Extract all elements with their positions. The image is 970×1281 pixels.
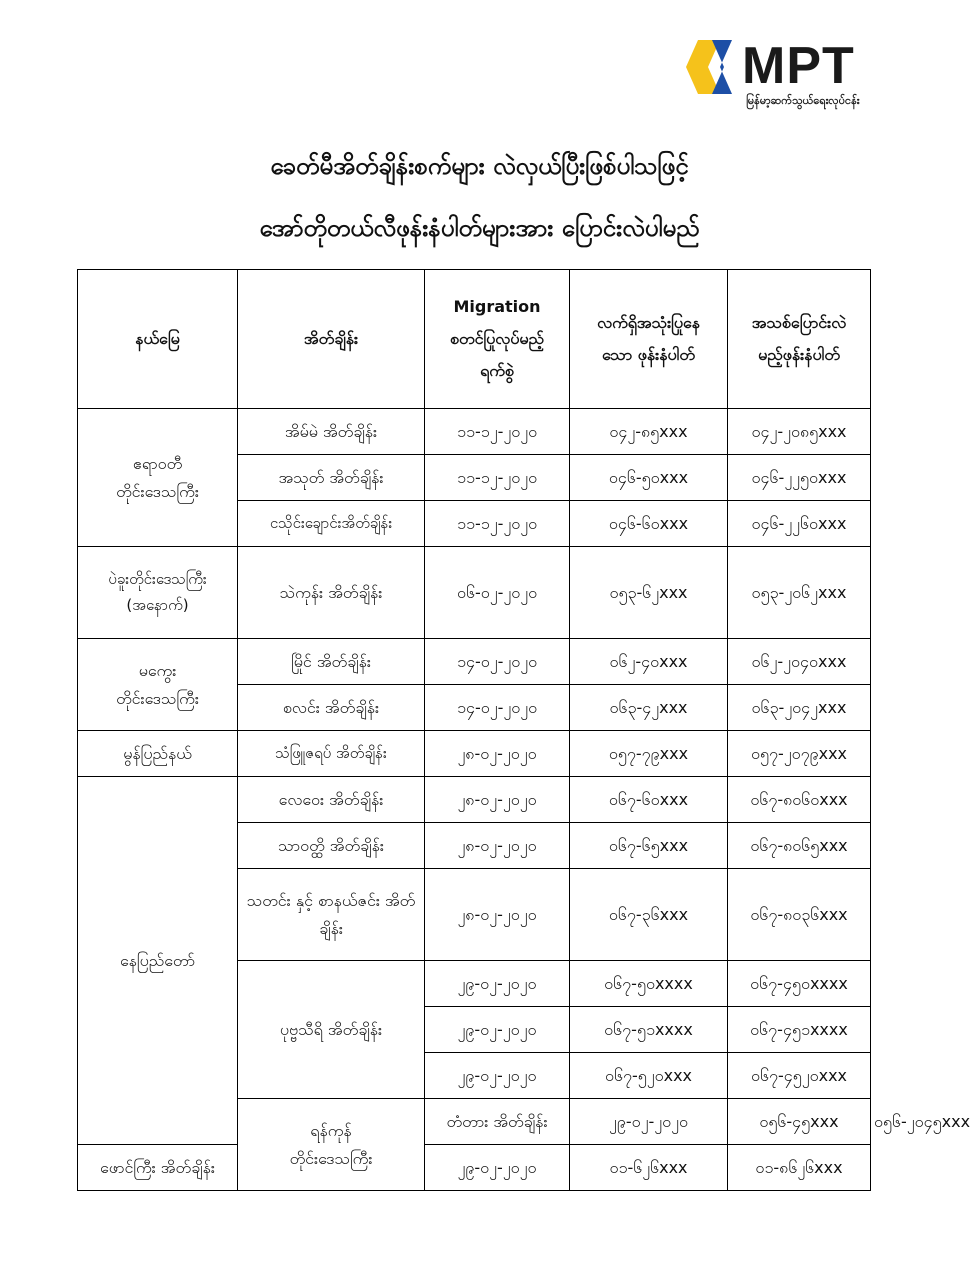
new-number-cell: ၀၆၇-၈၀၆၀xxx xyxy=(728,777,871,823)
region-cell: မွန်ပြည်နယ် xyxy=(78,731,238,777)
exchange-cell: ငသိုင်းချောင်းအိတ်ချိန်း xyxy=(238,501,425,547)
current-number-cell: ၀၄၆-၆၀xxx xyxy=(570,501,728,547)
number-change-table xyxy=(77,269,970,1191)
date-cell: ၁၁-၁၂-၂၀၂၀ xyxy=(425,409,570,455)
exchange-cell: သဲကုန်း အိတ်ချိန်း xyxy=(238,547,425,639)
page-title-line1: ခေတ်မီအိတ်ချိန်းစက်များ လဲလှယ်ပြီးဖြစ်ပါသဖြင့် xyxy=(270,152,689,180)
table-row xyxy=(78,409,871,455)
table-row: ရန်ကုန် တိုင်းဒေသကြီး တံတား အိတ်ချိန်း ၂၉-၀၂-၂၀၂၀ ၀၅၆-၄၅xxx ၀၅၆-၂၀၄၅xxx xyxy=(78,1099,871,1145)
exchange-cell: ဖောင်ကြီး အိတ်ချိန်း xyxy=(78,1145,238,1191)
date-cell: ၂၉-၀၂-၂၀၂၀ xyxy=(425,1053,570,1099)
current-number-cell: ၀၄၂-၈၅xxx xyxy=(570,409,728,455)
date-cell: ၂၉-၀၂-၂၀၂၀ xyxy=(425,961,570,1007)
new-number-cell: ၀၁-၈၆၂၆xxx xyxy=(728,1145,871,1191)
date-cell: ၂၈-၀၂-၂၀၂၀ xyxy=(425,731,570,777)
exchange-cell: သတင်း နှင့် စာနယ်ဇင်း အိတ်ချိန်း xyxy=(238,869,425,961)
current-number-cell: ၀၄၆-၅၀xxx xyxy=(570,455,728,501)
logo-tagline: မြန်မာ့ဆက်သွယ်ရေးလုပ်ငန်း xyxy=(746,94,860,107)
current-number-cell: ၀၅၇-၇၉xxx xyxy=(570,731,728,777)
new-number-cell: ၀၆၇-၈၀၃၆xxx xyxy=(728,869,871,961)
page-title-line2: အော်တိုတယ်လီဖုန်းနံပါတ်များအား ပြောင်းလဲပါမည် xyxy=(259,214,700,242)
exchange-cell: မြိုင် အိတ်ချိန်း xyxy=(238,639,425,685)
new-number-cell: ၀၅၇-၂၀၇၉xxx xyxy=(728,731,871,777)
mpt-logo-mark-icon xyxy=(690,38,742,96)
current-number-cell: ၀၆၂-၄၀xxx xyxy=(570,639,728,685)
date-cell: ၁၄-၀၂-၂၀၂၀ xyxy=(425,639,570,685)
header-migration-date: Migration စတင်ပြုလုပ်မည့် ရက်စွဲ xyxy=(425,270,570,409)
new-number-cell: ၀၆၇-၄၅၁xxxx xyxy=(728,1007,871,1053)
date-cell: ၂၈-၀၂-၂၀၂၀ xyxy=(425,823,570,869)
date-cell: ၂၉-၀၂-၂၀၂၀ xyxy=(425,1145,570,1191)
header-current-number: လက်ရှိအသုံးပြုနေ သော ဖုန်းနံပါတ် xyxy=(570,270,728,409)
current-number-cell: ၀၆၇-၆၀xxx xyxy=(570,777,728,823)
date-cell: ၁၁-၁၂-၂၀၂၀ xyxy=(425,455,570,501)
current-number-cell: ၀၁-၆၂၆xxx xyxy=(570,1145,728,1191)
exchange-cell: တံတား အိတ်ချိန်း xyxy=(425,1099,570,1145)
mpt-logo xyxy=(690,36,880,116)
new-number-cell: ၀၄၆-၂၂၆၀xxx xyxy=(728,501,871,547)
date-cell: ၂၉-၀၂-၂၀၂၀ xyxy=(425,1007,570,1053)
date-cell: ၁၁-၁၂-၂၀၂၀ xyxy=(425,501,570,547)
exchange-cell: အိမ်မဲ အိတ်ချိန်း xyxy=(238,409,425,455)
table-row xyxy=(78,639,871,685)
region-cell: နေပြည်တော် xyxy=(78,777,238,1145)
table-header-row xyxy=(78,270,871,409)
date-cell: ၂၈-၀၂-၂၀၂၀ xyxy=(425,869,570,961)
new-number-cell: ၀၆၇-၄၅၂၀xxx xyxy=(728,1053,871,1099)
header-new-number: အသစ်ပြောင်းလဲ မည့်ဖုန်းနံပါတ် xyxy=(728,270,871,409)
date-cell: ၂၉-၀၂-၂၀၂၀ xyxy=(570,1099,728,1145)
exchange-cell: အသုတ် အိတ်ချိန်း xyxy=(238,455,425,501)
current-number-cell: ၀၆၇-၅၁xxxx xyxy=(570,1007,728,1053)
current-number-cell: ၀၆၃-၄၂xxx xyxy=(570,685,728,731)
region-cell: မကွေး တိုင်းဒေသကြီး xyxy=(78,639,238,731)
new-number-cell: ၀၄၆-၂၂၅၀xxx xyxy=(728,455,871,501)
new-number-cell: ၀၄၂-၂၀၈၅xxx xyxy=(728,409,871,455)
new-number-cell: ၀၅၃-၂၀၆၂xxx xyxy=(728,547,871,639)
exchange-cell: စလင်း အိတ်ချိန်း xyxy=(238,685,425,731)
region-cell: ရန်ကုန် တိုင်းဒေသကြီး xyxy=(238,1099,425,1191)
table-row xyxy=(78,1145,871,1191)
new-number-cell: ၀၆၇-၈၀၆၅xxx xyxy=(728,823,871,869)
current-number-cell: ၀၅၆-၄၅xxx xyxy=(728,1099,871,1145)
exchange-cell: ပုဗ္ဗသီရိ အိတ်ချိန်း xyxy=(238,961,425,1099)
table-row xyxy=(78,731,871,777)
new-number-cell: ၀၆၂-၂၀၄၀xxx xyxy=(728,639,871,685)
exchange-cell: သာဝတ္ထိ အိတ်ချိန်း xyxy=(238,823,425,869)
logo-name: MPT xyxy=(742,37,855,95)
table-row xyxy=(78,547,871,639)
new-number-cell: ၀၆၃-၂၀၄၂xxx xyxy=(728,685,871,731)
region-cell: ဧရာဝတီ တိုင်းဒေသကြီး xyxy=(78,409,238,547)
table-row xyxy=(78,777,871,823)
current-number-cell: ၀၆၇-၅၂၀xxx xyxy=(570,1053,728,1099)
date-cell: ၂၈-၀၂-၂၀၂၀ xyxy=(425,777,570,823)
exchange-cell: လေဝေး အိတ်ချိန်း xyxy=(238,777,425,823)
current-number-cell: ၀၆၇-၆၅xxx xyxy=(570,823,728,869)
date-cell: ၀၆-၀၂-၂၀၂၀ xyxy=(425,547,570,639)
header-region: နယ်မြေ xyxy=(78,270,238,409)
exchange-cell: သံဖြူဇရပ် အိတ်ချိန်း xyxy=(238,731,425,777)
current-number-cell: ၀၆၇-၃၆xxx xyxy=(570,869,728,961)
region-cell: ပဲခူးတိုင်းဒေသကြီး (အနောက်) xyxy=(78,547,238,639)
current-number-cell: ၀၆၇-၅၀xxxx xyxy=(570,961,728,1007)
current-number-cell: ၀၅၃-၆၂xxx xyxy=(570,547,728,639)
header-exchange: အိတ်ချိန်း xyxy=(238,270,425,409)
date-cell: ၁၄-၀၂-၂၀၂၀ xyxy=(425,685,570,731)
new-number-cell: ၀၆၇-၄၅၀xxxx xyxy=(728,961,871,1007)
